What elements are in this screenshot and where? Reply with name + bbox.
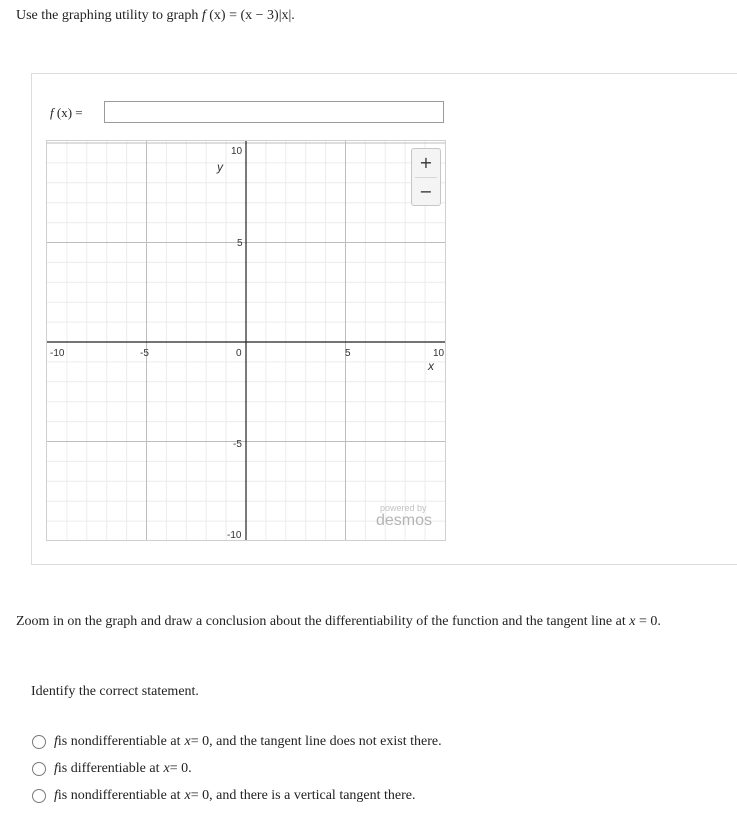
radio-button[interactable] — [32, 735, 46, 749]
x-tick-label: -5 — [140, 348, 149, 359]
zoom-instruction-rest: = 0. — [635, 614, 661, 629]
zoom-instruction-var: x — [629, 614, 636, 629]
answer-option-1[interactable] — [32, 732, 442, 752]
y-tick-label: 10 — [231, 146, 243, 157]
y-tick-label: -10 — [227, 530, 242, 540]
zoom-controls — [411, 148, 441, 206]
function-input-label-f: f — [50, 105, 54, 120]
question-func-rest: (x) = (x − 3)|x|. — [205, 8, 295, 23]
option-var: x — [184, 734, 191, 749]
option-rest: = 0, and there is a vertical tangent there. — [190, 788, 416, 803]
radio-button[interactable] — [32, 789, 46, 803]
graph-area[interactable] — [46, 140, 446, 541]
zoom-out-button[interactable]: − — [419, 182, 433, 201]
identify-prompt: Identify the correct statement. — [31, 684, 199, 699]
option-func-name: f — [54, 788, 58, 803]
answer-option-2[interactable] — [32, 759, 192, 779]
zoom-instruction — [16, 614, 661, 630]
powered-by-text: powered by — [380, 503, 427, 513]
y-axis-label: y — [217, 160, 223, 174]
zoom-in-button[interactable]: + — [419, 153, 433, 172]
x-axis-label: x — [428, 359, 434, 373]
desmos-logo[interactable]: desmos — [376, 512, 433, 529]
x-tick-label: 0 — [236, 348, 242, 359]
option-func-name: f — [54, 734, 58, 749]
y-tick-label: 5 — [237, 238, 243, 249]
answer-option-3[interactable] — [32, 786, 416, 806]
question-prefix: Use the graphing utility to graph — [16, 8, 202, 23]
option-var: x — [163, 761, 170, 776]
question-text — [16, 8, 295, 24]
option-rest: = 0. — [169, 761, 192, 776]
x-tick-label: 5 — [345, 348, 351, 359]
x-tick-label: -10 — [50, 348, 65, 359]
option-text: is differentiable at — [57, 761, 160, 776]
option-func-name: f — [54, 761, 58, 776]
option-rest: = 0, and the tangent line does not exist there. — [190, 734, 442, 749]
y-tick-label: -5 — [233, 439, 242, 450]
function-input[interactable] — [104, 101, 444, 123]
x-tick-label: 10 — [433, 348, 445, 359]
function-input-label-rest: (x) = — [53, 105, 83, 120]
radio-button[interactable] — [32, 762, 46, 776]
function-input-label — [50, 105, 83, 121]
option-text: is nondifferentiable at — [57, 734, 181, 749]
zoom-instruction-text: Zoom in on the graph and draw a conclusion about the differentiability of the function and the tangent line at — [16, 614, 630, 629]
graph-canvas[interactable] — [47, 141, 445, 540]
question-func-name: f — [201, 8, 206, 23]
option-text: is nondifferentiable at — [57, 788, 181, 803]
option-var: x — [184, 788, 191, 803]
